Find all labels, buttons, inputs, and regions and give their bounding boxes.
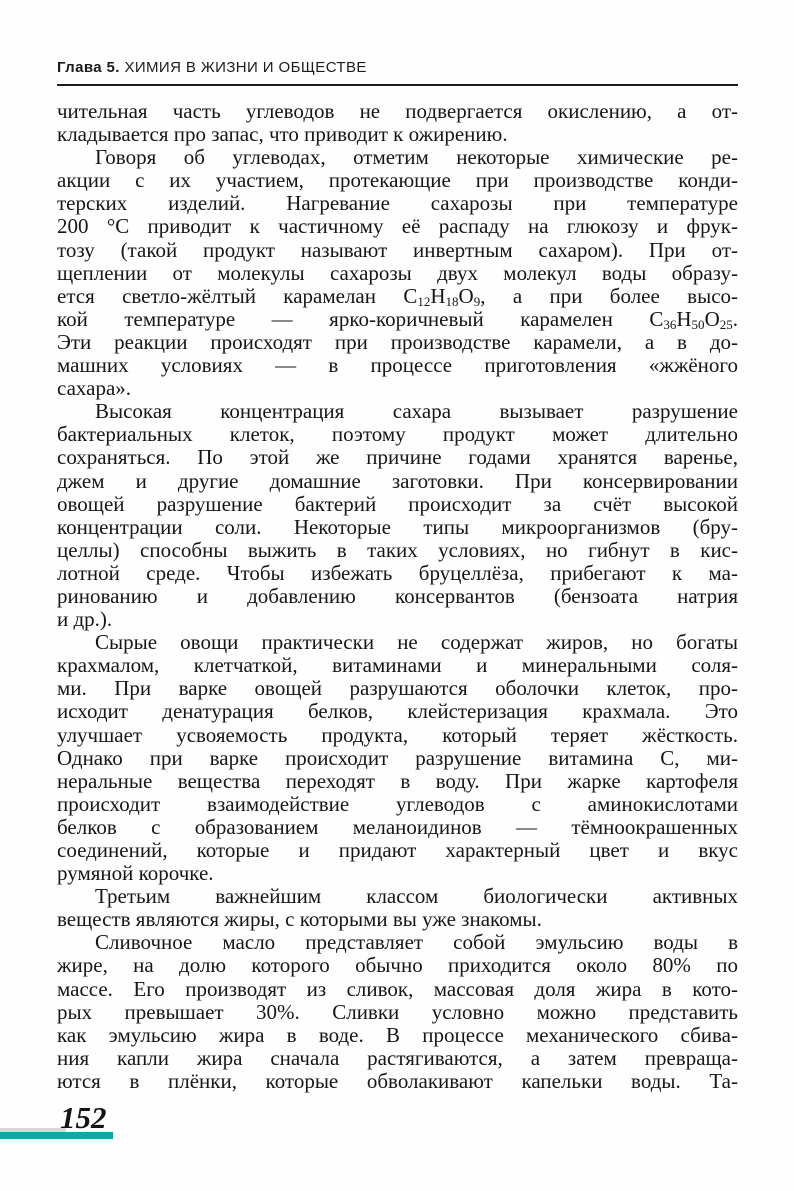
text-line: Третьим важнейшим классом биологически активных (95, 884, 738, 909)
text-line: Сливочное масло представляет собой эмульсию воды в (95, 930, 738, 955)
paragraph (57, 931, 738, 1093)
header-rule (57, 84, 738, 86)
text-line: лотной среде. Чтобы избежать бруцеллёза, прибегают к ма- (57, 560, 738, 585)
text-line: ния капли жира сначала растягиваются, а затем превраща- (57, 1045, 738, 1070)
formula-subscript: 25 (719, 317, 733, 333)
text-line: Однако при варке происходит разрушение витамина С, ми- (57, 745, 738, 770)
text-line: Говоря об углеводах, отметим некоторые химические ре- (95, 145, 738, 170)
text-line: соединений, которые и придают характерный цвет и вкус (57, 838, 738, 862)
paragraph (57, 631, 738, 885)
text-line: овощей разрушение бактерий происходит за счёт высокой (57, 491, 738, 516)
chapter-label: Глава 5. (57, 59, 120, 76)
text-line: целлы) способны выжить в таких условиях, но гибнут в кис- (57, 537, 738, 562)
text-line: Высокая концентрация сахара вызывает разрушение (95, 399, 738, 424)
text-line: терских изделий. Нагревание сахарозы при температуре (57, 191, 738, 216)
text-block (57, 100, 738, 1093)
text-line: ми. При варке овощей разрушаются оболочки клеток, про- (57, 676, 738, 701)
formula-subscript: 12 (417, 294, 431, 310)
text-line: чительная часть углеводов не подвергается окислению, а от- (57, 99, 738, 123)
chapter-title: ХИМИЯ В ЖИЗНИ И ОБЩЕСТВЕ (124, 59, 367, 76)
paragraph (57, 100, 738, 146)
text-line: бактериальных клеток, поэтому продукт может длительно (57, 422, 738, 447)
text-line: сахара». (57, 376, 132, 401)
paragraph (57, 400, 738, 631)
page-number: 152 (60, 1100, 107, 1135)
formula-subscript: 18 (445, 294, 459, 310)
text-line: ется светло-жёлтый карамелан $C_{12}H_{18}O_9$, а при более высо- (57, 283, 739, 310)
running-header (57, 59, 738, 76)
formula-subscript: 36 (663, 317, 677, 333)
text-line: акции с их участием, протекающие при производстве конди- (57, 168, 738, 193)
text-line: кладывается про запас, что приводит к ожирению. (57, 122, 508, 147)
text-line: массе. Его производят из сливок, массовая доля жира в кото- (57, 976, 738, 1001)
formula-subscript: 9 (473, 294, 481, 310)
text-line: неральные вещества переходят в воду. При жарке картофеля (57, 768, 738, 793)
text-line: Эти реакции происходят при производстве карамели, а в до- (57, 329, 738, 354)
text-line: машних условиях — в процессе приготовления «жжёного (57, 353, 738, 378)
text-line: концентрации соли. Некоторые типы микроорганизмов (бру- (57, 514, 738, 539)
formula-subscript: 50 (691, 317, 705, 333)
paragraph (57, 146, 738, 400)
text-line: румяной корочке. (57, 861, 214, 886)
text-line: кой температуре — ярко-коричневый карамелен $C_{36}H_{50}O_{25}$. (57, 306, 738, 333)
text-line: белков с образованием меланоидинов — тёмноокрашенных (57, 814, 738, 839)
text-line: веществ являются жиры, с которыми вы уже знакомы. (57, 907, 542, 932)
text-line: рых превышает 30%. Сливки условно можно представить (57, 999, 738, 1024)
text-line: тозу (такой продукт называют инвертным сахаром). При от- (57, 237, 738, 262)
text-line: щеплении от молекулы сахарозы двух молекул воды образу- (57, 260, 738, 285)
text-line: исходит денатурация белков, клейстеризация крахмала. Это (57, 699, 738, 724)
text-line: жире, на долю которого обычно приходится около 80% по (57, 953, 738, 978)
text-line: Сырые овощи практически не содержат жиров, но богаты (95, 630, 738, 655)
text-line: происходит взаимодействие углеводов с аминокислотами (57, 791, 738, 816)
text-line: крахмалом, клетчаткой, витаминами и минеральными соля- (57, 653, 738, 678)
text-line: ются в плёнки, которые обволакивают капельки воды. Та- (57, 1068, 738, 1093)
text-line: улучшает усвояемость продукта, который теряет жёсткость. (57, 722, 738, 747)
text-line: и др.). (57, 607, 113, 632)
text-line: как эмульсию жира в воде. В процессе механического сбива- (57, 1022, 738, 1047)
text-line: джем и другие домашние заготовки. При консервировании (57, 468, 738, 493)
paragraph (57, 885, 738, 931)
text-line: ринованию и добавлению консервантов (бензоата натрия (57, 583, 738, 608)
text-line: 200 °С приводит к частичному её распаду на глюкозу и фрук- (57, 214, 738, 239)
text-line: сохраняться. По этой же причине годами хранятся варенье, (57, 445, 738, 470)
